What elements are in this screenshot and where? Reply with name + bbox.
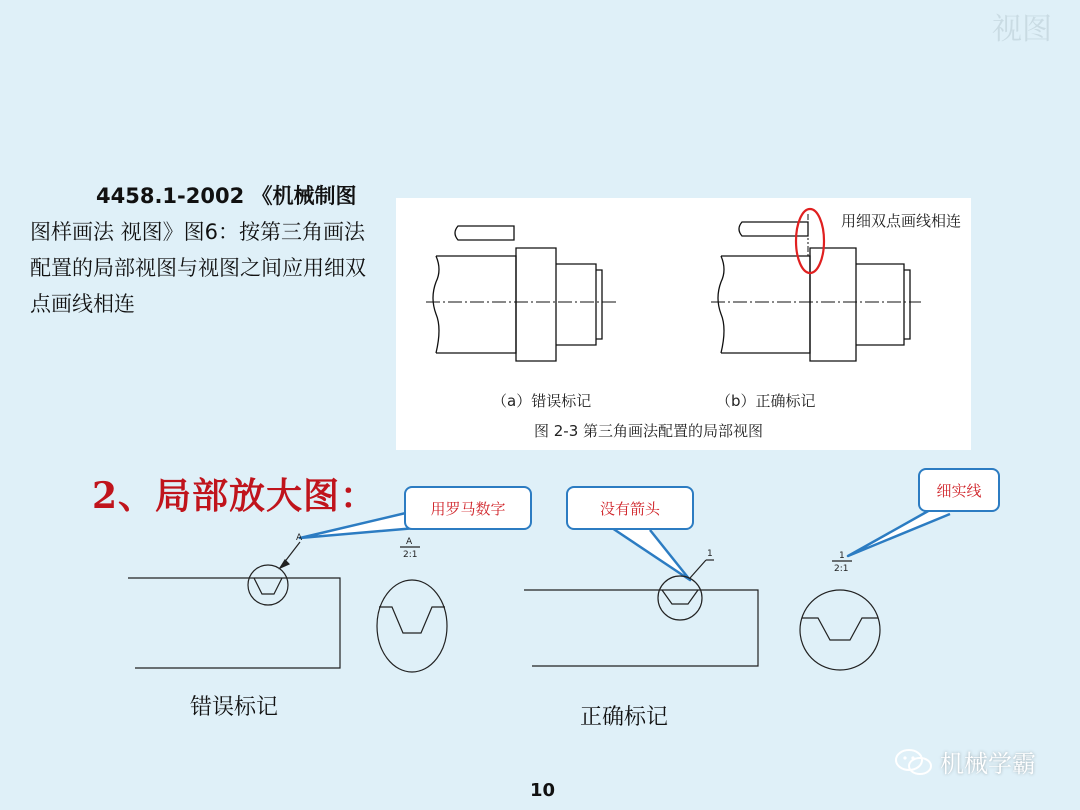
callout-no-arrow: 没有箭头: [566, 486, 694, 530]
part-outline-right: [524, 590, 758, 666]
watermark-text: 机械学霸: [940, 750, 1036, 778]
enlarged-circle-wrong: [377, 580, 447, 672]
label-bottom-right: 2:1: [834, 564, 849, 574]
enlarged-groove-right: [802, 618, 878, 640]
callout-thin-line: 细实线: [918, 468, 1000, 512]
watermark: [894, 744, 1036, 779]
leader-text-right: 1: [707, 549, 713, 559]
callout-roman: 用罗马数字: [404, 486, 532, 530]
enlarged-groove-wrong: [379, 607, 445, 633]
groove-wrong: [254, 578, 282, 594]
label-top-right: 1: [839, 551, 845, 561]
figure-label-a: （a）错误标记: [492, 392, 592, 410]
intro-body: 图样画法 视图》图6：按第三角画法配置的局部视图与视图之间应用细双点画线相连: [30, 220, 366, 316]
leader-text-wrong: A: [296, 533, 303, 543]
label-top-wrong: A: [406, 537, 413, 547]
leader-arrow-wrong: [280, 560, 289, 568]
label-bottom-wrong: 2:1: [403, 550, 418, 560]
leader-right: [690, 560, 706, 578]
caption-wrong: 错误标记: [190, 695, 279, 720]
figure-caption: 图 2-3 第三角画法配置的局部视图: [534, 422, 764, 440]
figure-note: 用细双点画线相连: [841, 212, 962, 230]
part-outline-wrong: [128, 578, 340, 668]
figure-label-b: （b）正确标记: [716, 392, 816, 410]
wechat-icon: [894, 747, 934, 777]
callout-tail-no-arrow: [612, 528, 690, 580]
callout-tail-roman: [300, 512, 416, 538]
corner-title: 视图: [992, 12, 1052, 47]
groove-right: [662, 590, 698, 604]
intro-lead: 4458.1-2002 《机械制图: [96, 184, 357, 208]
detail-circle-wrong: [248, 565, 288, 605]
detail-circle-right: [658, 576, 702, 620]
page-number: 10: [530, 780, 556, 801]
enlarged-circle-right: [800, 590, 880, 670]
section-heading: 2、局部放大图：: [92, 475, 378, 517]
callout-tail-thin-line: [848, 510, 950, 556]
caption-right: 正确标记: [580, 705, 669, 730]
